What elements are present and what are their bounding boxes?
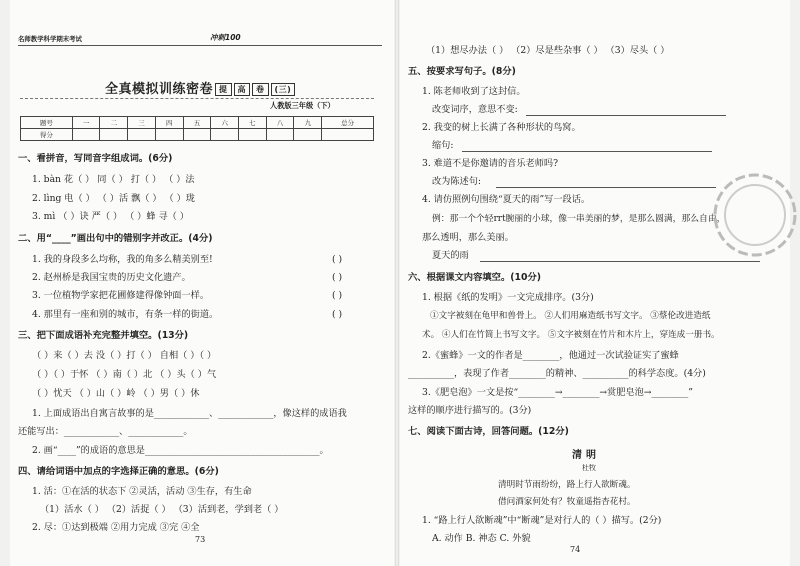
book-spine: [395, 0, 399, 566]
score-cell[interactable]: [128, 129, 156, 141]
question-line: 1. bàn 花（ ） 同（ ） 打（ ） （ ）法: [32, 174, 195, 185]
question-line: 这样的顺序进行描写的。(3分): [408, 405, 532, 416]
score-cell[interactable]: [322, 129, 374, 141]
title-box: 提: [215, 83, 232, 96]
question-line: 2. 画“____”的成语的意思是______________________________________。: [32, 445, 329, 456]
score-cell[interactable]: [239, 129, 267, 141]
score-cell[interactable]: [266, 129, 294, 141]
question-line: 4. 那里有一座和别的城市，有条一样的街道。: [32, 309, 219, 320]
question-line: 2. 我变的树上长满了各种形状的鸟窝。: [422, 122, 581, 133]
score-cell: 九: [294, 117, 322, 129]
question-line: （ ）忧天 （ ）山（ ）岭 （ ）男（ ）休: [32, 388, 200, 399]
answer-paren: ( ): [332, 254, 343, 265]
score-cell: 总分: [322, 117, 374, 129]
watermark-stamp-icon: [710, 170, 800, 260]
question-line: 2. 尽：①达到极端 ②用力完成 ③完 ④全: [32, 522, 200, 533]
question-line: 2. 赵州桥是我国宝贵的历史文化遗产。: [32, 272, 191, 283]
score-table: [20, 116, 374, 141]
question-line: 3. 一位植物学家把花圃修建得像钟面一样。: [32, 290, 210, 301]
score-cell[interactable]: [100, 129, 128, 141]
question-line: 1. 上面成语出自寓言故事的是____________、____________，像这样的成语我: [32, 408, 347, 419]
question-line: 术。 ④人们在竹简上书写文字。 ⑤文字被刻在竹片和木片上，穿连成一册书。: [422, 330, 720, 340]
question-line: 缩句:: [432, 140, 454, 151]
question-line: __________，表现了作者________的精神、__________的科学态度。(4分): [408, 368, 706, 379]
question-line: （ ）（ ）于怀 （ ）南（ ）北 （ ）头（ ）气: [32, 369, 217, 380]
question-line: 1. 活：①在活的状态下 ②灵活，活动 ③生存，有生命: [32, 486, 252, 497]
score-cell: 六: [211, 117, 239, 129]
score-cell: 三: [128, 117, 156, 129]
left-page: [10, 0, 394, 566]
question-line: 1. 陈老师收到了这封信。: [422, 86, 526, 97]
section-heading: 四、请给词语中加点的字选择正确的意思。(6分): [18, 466, 219, 477]
score-cell[interactable]: [155, 129, 183, 141]
question-line: （1）想尽办法（ ） （2）尽是些杂事（ ） （3）尽头（ ）: [426, 45, 670, 56]
poem-line: 清明时节雨纷纷，路上行人欲断魂。: [498, 480, 636, 490]
title-box: 卷: [252, 83, 269, 96]
question-line: 改为陈述句:: [432, 176, 482, 187]
title-box: (三): [271, 83, 296, 96]
question-line: 3. mì （ ）诀 严（ ） （ ）蜂 寻（ ）: [32, 211, 189, 222]
series-label: 名师教学科学期末考试: [18, 35, 82, 43]
score-cell: 八: [266, 117, 294, 129]
poem-author: 杜牧: [582, 464, 596, 472]
score-cell: 二: [100, 117, 128, 129]
poem-line: 借问酒家何处有？牧童遥指杏花村。: [498, 497, 636, 507]
question-line: 1. 我的身段多么均称，我的角多么精美别至!: [32, 254, 213, 265]
section-heading: 五、按要求写句子。(8分): [408, 66, 516, 77]
grade-label: 人教版三年级（下）: [270, 101, 335, 110]
score-cell: 四: [155, 117, 183, 129]
question-line: A. 动作 B. 神态 C. 外貌: [432, 533, 531, 544]
question-line: 1. “路上行人欲断魂”中“断魂”是对行人的（ ）描写。(2分): [422, 515, 662, 526]
answer-paren: ( ): [332, 309, 343, 320]
question-line: 1. 根据《纸的发明》一文完成排序。(3分): [422, 292, 594, 303]
score-table-score-row: [21, 129, 374, 141]
exam-title: [105, 78, 295, 97]
question-line: 那么透明，那么美丽。: [422, 232, 514, 243]
section-heading: 三、把下面成语补充完整并填空。(13分): [18, 330, 189, 341]
title-box: 高: [234, 83, 251, 96]
score-cell: 题号: [21, 117, 73, 129]
section-heading: 一、看拼音，写同音字组成词。(6分): [18, 153, 173, 164]
question-line: 夏天的雨: [432, 250, 469, 261]
answer-paren: ( ): [332, 290, 343, 301]
question-line: 3.《肥皂泡》一文是按“________→________→赏肥皂泡→________”: [422, 387, 693, 398]
question-line: 4. 请仿照例句围绕“夏天的雨”写一段话。: [422, 194, 591, 205]
score-table-header-row: [21, 117, 374, 129]
answer-paren: ( ): [332, 272, 343, 283]
question-line: 2.《蜜蜂》一文的作者是________，他通过一次试验证实了蜜蜂: [422, 350, 679, 361]
question-line: 例：那一个个轻rrt腕丽的小球，像一串美丽的梦，是那么圆满，那么自由，: [432, 214, 726, 224]
page-number: 73: [195, 535, 206, 544]
section-heading: 二、用“____”画出句中的错别字并改正。(4分): [18, 233, 213, 244]
page-number: 74: [570, 545, 581, 554]
poem-title: 清明: [572, 450, 600, 461]
score-cell[interactable]: [211, 129, 239, 141]
section-heading: 七、阅读下面古诗，回答问题。(12分): [408, 426, 569, 437]
question-line: 改变词序，意思不变:: [432, 104, 518, 115]
question-line: 3. 难道不是你邀请的音乐老师吗?: [422, 158, 559, 169]
question-line: （ ）来（ ）去 没（ ）打（ ） 自相（ ）（ ）: [32, 350, 217, 361]
score-cell: 七: [239, 117, 267, 129]
section-heading: 六、根据课文内容填空。(10分): [408, 272, 541, 283]
score-cell: 一: [72, 117, 100, 129]
question-line: 2. lìng 电（ ） （ ）活 飘（ ） （ ）珑: [32, 193, 195, 204]
question-line: （1）活水（ ） （2）活捉（ ） （3）活到老，学到老（ ）: [40, 504, 284, 515]
question-line: 还能写出：____________、____________。: [18, 426, 193, 437]
score-cell[interactable]: [294, 129, 322, 141]
score-cell: 得分: [21, 129, 73, 141]
score-cell[interactable]: [183, 129, 211, 141]
score-cell[interactable]: [72, 129, 100, 141]
score-cell: 五: [183, 117, 211, 129]
exam-title-text: 全真模拟训练密卷: [105, 82, 214, 97]
score-mark: 冲刺100: [210, 33, 241, 42]
question-line: ①文字被刻在龟甲和兽骨上。 ②人们用麻造纸书写文字。 ③蔡伦改进造纸: [430, 311, 711, 321]
